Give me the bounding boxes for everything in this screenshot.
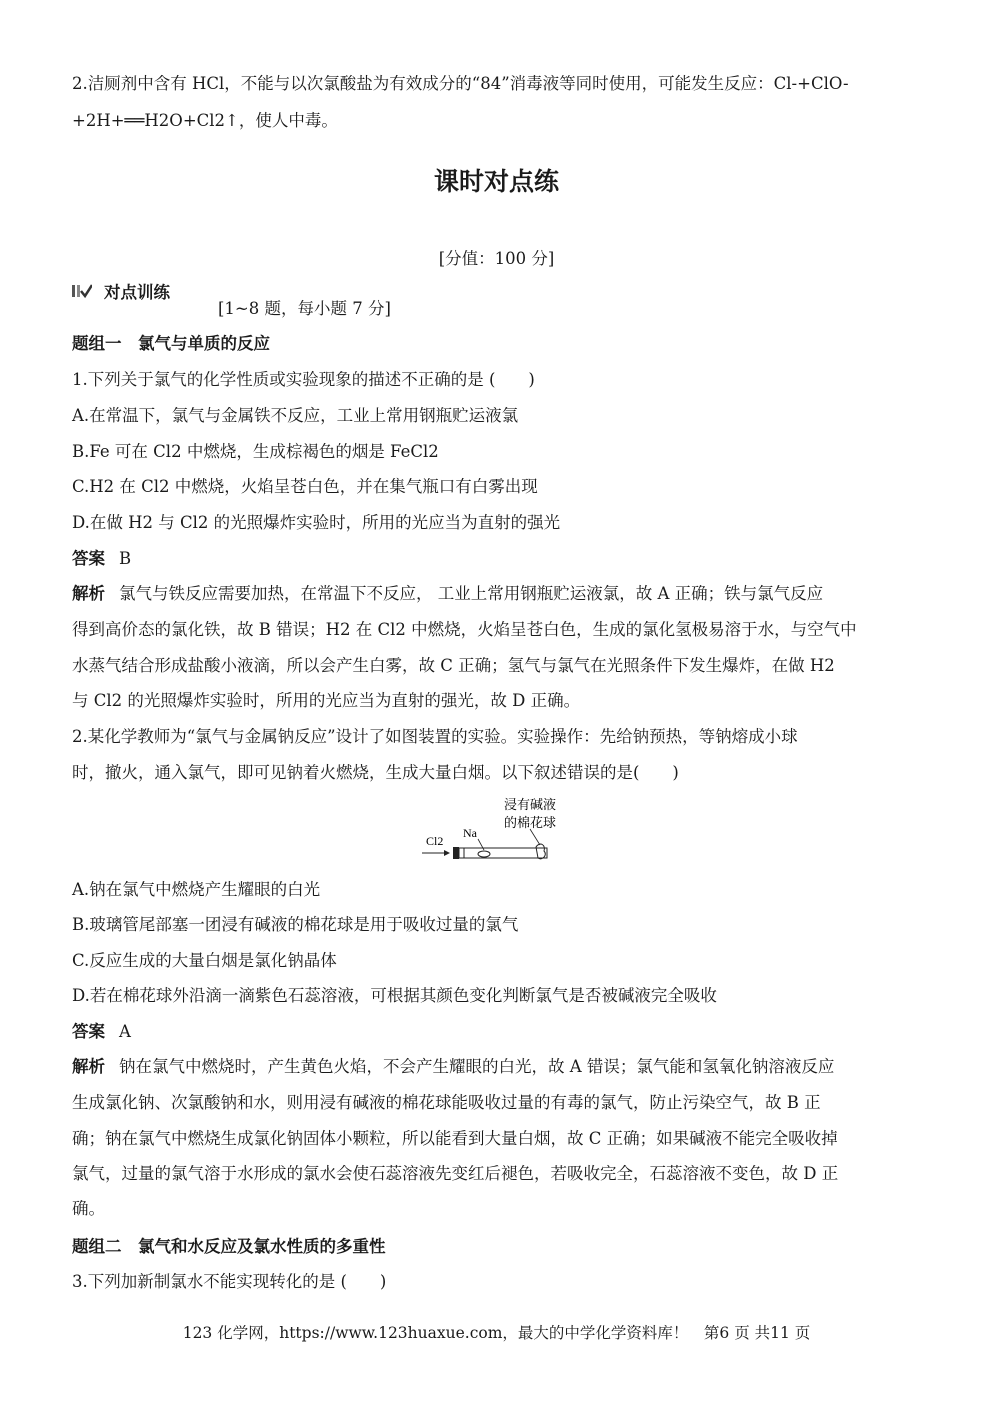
q2-answer (72, 1021, 131, 1043)
q1-analysis-line-4: 与 Cl2 的光照爆炸实验时，所用的光应当为直射的强光，故 D 正确。 (72, 691, 581, 710)
apparatus-diagram (420, 795, 580, 867)
q2-option-d: D.若在棉花球外沿滴一滴紫色石蕊溶液，可根据其颜色变化判断氯气是否被碱液完全吸收 (72, 986, 717, 1005)
group-1-heading: 题组一 氯气与单质的反应 (72, 334, 270, 353)
q2-analysis-line-4: 氯气，过量的氯气溶于水形成的氯水会使石蕊溶液先变红后褪色，若吸收完全，石蕊溶液不变色，故 D 正 (72, 1164, 839, 1183)
q2-stem-line-1: 2.某化学教师为“氯气与金属钠反应”设计了如图装置的实验。实验操作：先给钠预热，等钠熔成小球 (72, 727, 798, 746)
q3-stem: 3.下列加新制氯水不能实现转化的是 ( ) (72, 1272, 387, 1291)
cl2-label: Cl2 (426, 834, 444, 848)
answer-label: 答案 (72, 1022, 105, 1041)
q2-option-a: A.钠在氯气中燃烧产生耀眼的白光 (72, 880, 321, 899)
answer-label: 答案 (72, 549, 105, 568)
group-2-heading: 题组二 氯气和水反应及氯水性质的多重性 (72, 1237, 386, 1256)
q2-option-c: C.反应生成的大量白烟是氯化钠晶体 (72, 951, 337, 970)
q1-option-a: A.在常温下，氯气与金属铁不反应，工业上常用钢瓶贮运液氯 (72, 406, 519, 425)
analysis-label: 解析 (72, 1057, 105, 1076)
q1-analysis-line-1 (72, 583, 823, 605)
na-label: Na (463, 826, 477, 840)
q1-analysis-line-3: 水蒸气结合形成盐酸小液滴，所以会产生白雾，故 C 正确；氢气与氯气在光照条件下发生爆炸，在做 H2 (72, 656, 835, 675)
cotton-label-2: 的棉花球 (504, 815, 557, 830)
section-check-icon (72, 283, 92, 299)
q1-option-b: B.Fe 可在 Cl2 中燃烧，生成棕褐色的烟是 FeCl2 (72, 442, 439, 461)
q2-analysis-line-3: 确；钠在氯气中燃烧生成氯化钠固体小颗粒，所以能看到大量白烟，故 C 正确；如果碱液不能完全吸收掉 (72, 1129, 838, 1148)
analysis-text: 氯气与铁反应需要加热，在常温下不反应， 工业上常用钢瓶贮运液氯，故 A 正确；铁与氯气反应 (119, 584, 824, 603)
page-footer: 123 化学网，https://www.123huaxue.com，最大的中学化学资料库！ 第6 页 共11 页 (182, 1324, 811, 1342)
analysis-text: 钠在氯气中燃烧时，产生黄色火焰，不会产生耀眼的白光，故 A 错误；氯气能和氢氧化钠溶液反应 (119, 1057, 835, 1076)
q1-option-c: C.H2 在 Cl2 中燃烧，火焰呈苍白色，并在集气瓶口有白雾出现 (72, 477, 538, 496)
note-2-line-2: +2H+══H2O+Cl2↑，使人中毒。 (72, 111, 338, 130)
section-range: [1~8 题，每小题 7 分] (218, 299, 391, 318)
q2-analysis-line-5: 确。 (72, 1199, 105, 1218)
q2-stem-line-2: 时，撤火，通入氯气，即可见钠着火燃烧，生成大量白烟。以下叙述错误的是( ) (72, 763, 679, 782)
q2-analysis-line-2: 生成氯化钠、次氯酸钠和水，则用浸有碱液的棉花球能吸收过量的有毒的氯气，防止污染空气，故 B 正 (72, 1093, 821, 1112)
analysis-label: 解析 (72, 584, 105, 603)
q2-analysis-line-1 (72, 1056, 834, 1078)
section-label: 对点训练 (104, 283, 170, 302)
q1-answer (72, 548, 131, 570)
cotton-label-1: 浸有碱液 (504, 797, 557, 812)
answer-value: A (119, 1022, 131, 1041)
note-2-line-1: 2.洁厕剂中含有 HCl，不能与以次氯酸盐为有效成分的“84”消毒液等同时使用，可能发生反应：Cl-+ClO- (72, 74, 849, 93)
q1-option-d: D.在做 H2 与 Cl2 的光照爆炸实验时，所用的光应当为直射的强光 (72, 513, 561, 532)
answer-value: B (119, 549, 132, 568)
q1-analysis-line-2: 得到高价态的氯化铁，故 B 错误；H2 在 Cl2 中燃烧，火焰呈苍白色，生成的氯化氢极易溶于水，与空气中 (72, 620, 857, 639)
q2-option-b: B.玻璃管尾部塞一团浸有碱液的棉花球是用于吸收过量的氯气 (72, 915, 519, 934)
score-info: [分值：100 分] (438, 249, 555, 268)
q1-stem: 1.下列关于氯气的化学性质或实验现象的描述不正确的是 ( ) (72, 370, 535, 389)
page-title: 课时对点练 (433, 167, 559, 196)
